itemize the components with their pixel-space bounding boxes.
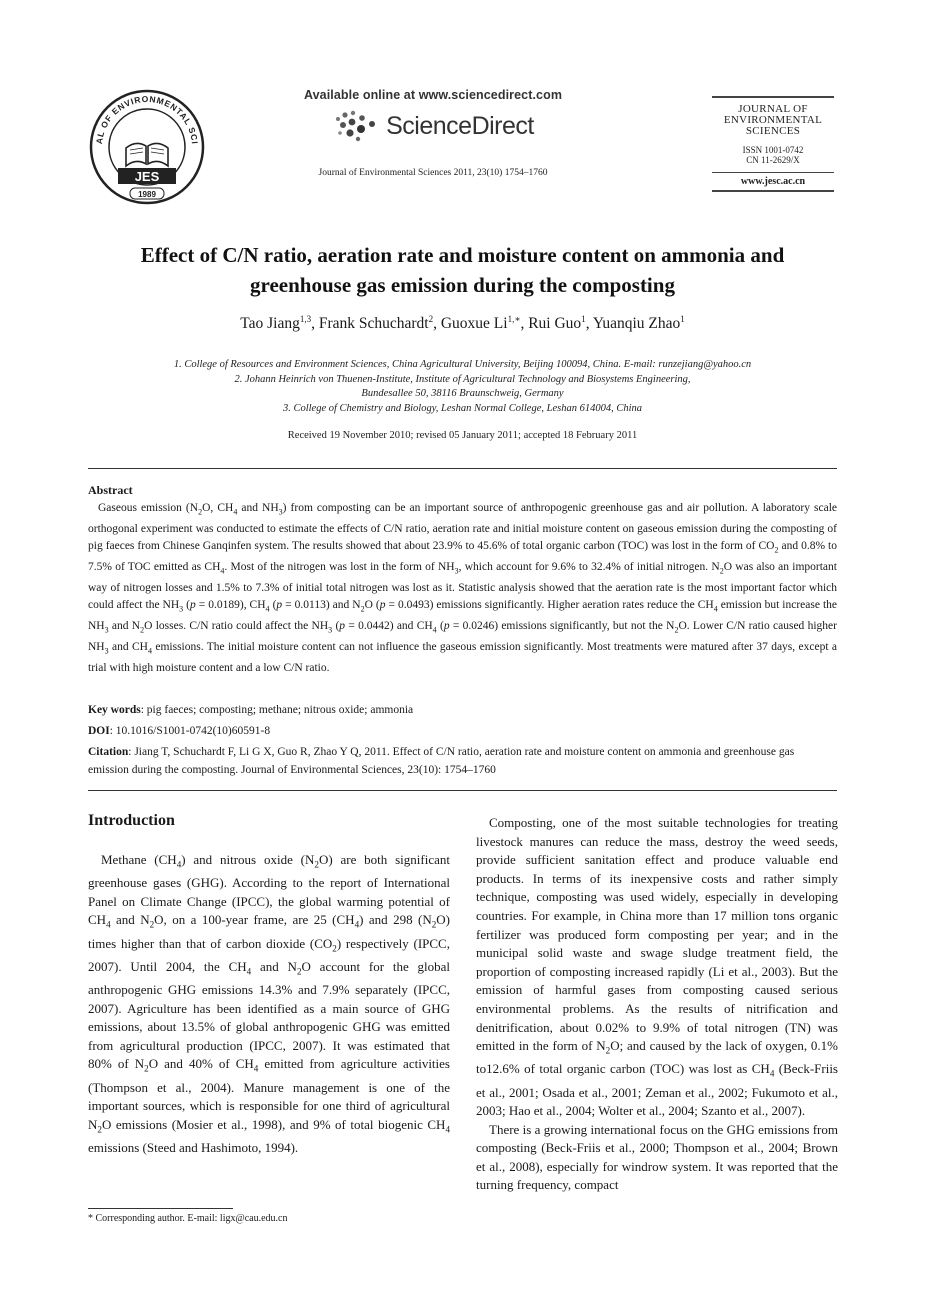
body-column-left	[88, 851, 450, 1157]
logo-year: 1989	[138, 190, 156, 199]
doi[interactable]: DOI: 10.1016/S1001-0742(10)60591-8	[88, 725, 271, 737]
author-list: Tao Jiang$^{1,3}$, Frank Schuchardt$^2$, Guoxue $Li^{1,∗}$, Rui Guo$^1$, Yuanqiu Zhao$^1$	[240, 314, 685, 333]
author: Rui Guo	[528, 315, 582, 333]
journal-box-issn: ISSN 1001-0742 CN 11-2629/X	[742, 145, 804, 165]
journal-url[interactable]: www.jesc.ac.cn	[712, 172, 834, 187]
divider	[88, 790, 837, 791]
divider	[88, 468, 837, 469]
body-paragraph: There is a growing international focus on the GHG emissions from composting (Beck-Friis et al., 2000; Thompson et al., 2004; Brown et al., 2008), especially for windrow system. It was reported that the turning frequency, compact	[476, 1121, 838, 1193]
affiliations	[88, 358, 837, 416]
section-heading-introduction: Introduction	[88, 812, 175, 829]
citation: Citation: Jiang T, Schuchardt F, Li G X, Guo R, Zhao Y Q, 2011. Effect of C/N ratio, aeration rate and moisture content on ammonia and greenhouse gas emission during the composting. Journal of Environmental Sciences, 23(10): 1754–1760	[88, 746, 795, 776]
journal-title-box	[712, 96, 834, 192]
journal-logo	[88, 88, 206, 206]
available-online-text[interactable]: Available online at www.sciencedirect.com	[303, 88, 563, 102]
keywords: Key words: pig faeces; composting; methane; nitrous oxide; ammonia	[88, 704, 414, 716]
logo-abbr: JES	[134, 169, 160, 184]
footnote-rule	[88, 1208, 233, 1209]
body-paragraph: Composting, one of the most suitable technologies for treating livestock manures can reduce the mass, destroy the weed seeds, provide sufficient sanitation effect and produce valuable end products. In terms of its inexpensive costs and rather simply technique, composting was used widely, especially in developing countries. For example, in China more than 17 million tons organic fertilizer was produced form composting per year; and in the municipal solid waste and swage sludge treatment field, the proportion of composting increased rapidly (Li et al., 2003). But the emission of harmful gases from composting caused serious environmental problems. As the results of nitrification and denitrification, about 0.02% to 9.9% of total nitrogen (TN) was emitted in the form of $N_2O$; and caused by the lack of oxygen, 0.1% to12.6% of total organic carbon (TOC) was lost as $CH_4$ (Beck-Friis et al., 2001; Osada et al., 2001; Zeman et al., 2002; Fukumoto et al., 2003; Hao et al., 2004; Wolter et al., 2004; Szanto et al., 2007).	[476, 815, 838, 1119]
sciencedirect-header	[298, 88, 568, 178]
affiliation: 3. College of Chemistry and Biology, Leshan Normal College, Leshan 614004, China	[282, 402, 643, 414]
abstract-heading: Abstract	[88, 483, 133, 497]
logo-ring-text: AL OF ENVIRONMENTAL SCI	[94, 93, 200, 146]
affiliation: 2. Johann Heinrich von Thuenen-Institute, Institute of Agricultural Technology and Biosystems Engineering,	[234, 373, 691, 385]
journal-box-title: JOURNAL OF ENVIRONMENTAL SCIENCES	[723, 103, 823, 137]
author: Frank Schuchardt	[318, 315, 429, 333]
author: Tao Jiang	[240, 315, 300, 333]
sciencedirect-dots-icon	[332, 109, 380, 143]
journal-citation-line: Journal of Environmental Sciences 2011, 23(10) 1754–1760	[318, 168, 548, 178]
footnote-corresponding-author: * Corresponding author. E-mail: ligx@cau.edu.cn	[88, 1213, 288, 1224]
sciencedirect-name: ScienceDirect	[386, 111, 534, 140]
body-paragraph: Methane $(CH_4)$ and nitrous oxide $(N_2O)$ are both significant greenhouse gases (GHG). According to the report of International Panel on Climate Change (IPCC), the global warming potential of $CH_4$ and $N_2O$, on a 100-year frame, are 25 $(CH_4)$ and 298 $(N_2O)$ times higher than that of carbon dioxide $(CO_2)$ respectively (IPCC, 2007). Until 2004, the $CH_4$ and $N_2O$ account for the global anthropogenic GHG emissions 14.3% and 7.9% separately (IPCC, 2007). Agriculture has been identified as a main source of GHG emissions, about 13.5% of global anthropogenic GHG was emitted from agricultural production (IPCC, 2007). It was estimated that 80% of $N_2O$ and 40% of $CH_4$ emitted from agriculture activities (Thompson et al., 2004). Manure management is one of the important sources, which is responsible for one third of agricultural $N_2O$ emissions (Mosier et al., 1998), and 9% of total biogenic $CH_4$ emissions (Steed and Hashimoto, 1994).	[88, 852, 451, 1155]
abstract-text: Gaseous emission ($N_2O$, $CH_4$ and $NH_3$) from composting can be an important source of anthropogenic greenhouse gas and air pollution. A laboratory scale orthogonal experiment was conducted to estimate the effects of C/N ratio, aeration rate and initial moisture content on gaseous emission during the composting of pig faeces from Chinese Ganqinfen system. The results showed that about 23.9% to 45.6% of total organic carbon (TOC) was lost in the form of $CO_2$ and 0.8% to 7.5% of TOC emitted as $CH_4$. Most of the nitrogen was lost in the form of $NH_3$, which account for 9.6% to 32.4% of initial nitrogen. $N_2O$ was also an important way of nitrogen losses and 1.5% to 7.3% of initial total nitrogen was lost as it. Statistic analysis showed that the aeration rate is the most important factor which could affect the $NH_3$ (p = 0.0189), $CH_4$ (p = 0.0113) and $N_2O$ (p = 0.0493) emissions significantly. Higher aeration rates reduce the $CH_4$ emission but increase the $NH_3$ and $N_2O$ losses. C/N ratio could affect the $NH_3$ (p = 0.0442) and $CH_4$ (p = 0.0246) emissions significantly, but not the $N_2O$. Lower C/N ratio caused higher $NH_3$ and $CH_4$ emissions. The initial moisture content can not influence the gaseous emission significantly. Most treatments were matured after 37 days, except a trial with high moisture content and a low C/N ratio.	[88, 502, 838, 674]
sciencedirect-brand	[298, 106, 568, 146]
received-dates: Received 19 November 2010; revised 05 January 2011; accepted 18 February 2011	[287, 430, 638, 441]
author: Guoxue Li	[440, 315, 508, 333]
article-title: Effect of C/N ratio, aeration rate and moisture content on ammonia and greenhouse gas emission during the composting	[140, 243, 785, 297]
body-column-right	[476, 814, 838, 1195]
affiliation: 1. College of Resources and Environment Sciences, China Agricultural University, Beijing 100094, China. E-mail: runzejiang@yahoo.cn	[173, 359, 752, 370]
affiliation: Bundesallee 50, 38116 Braunschweig, Germany	[361, 388, 564, 399]
author: Yuanqiu Zhao	[592, 315, 681, 333]
